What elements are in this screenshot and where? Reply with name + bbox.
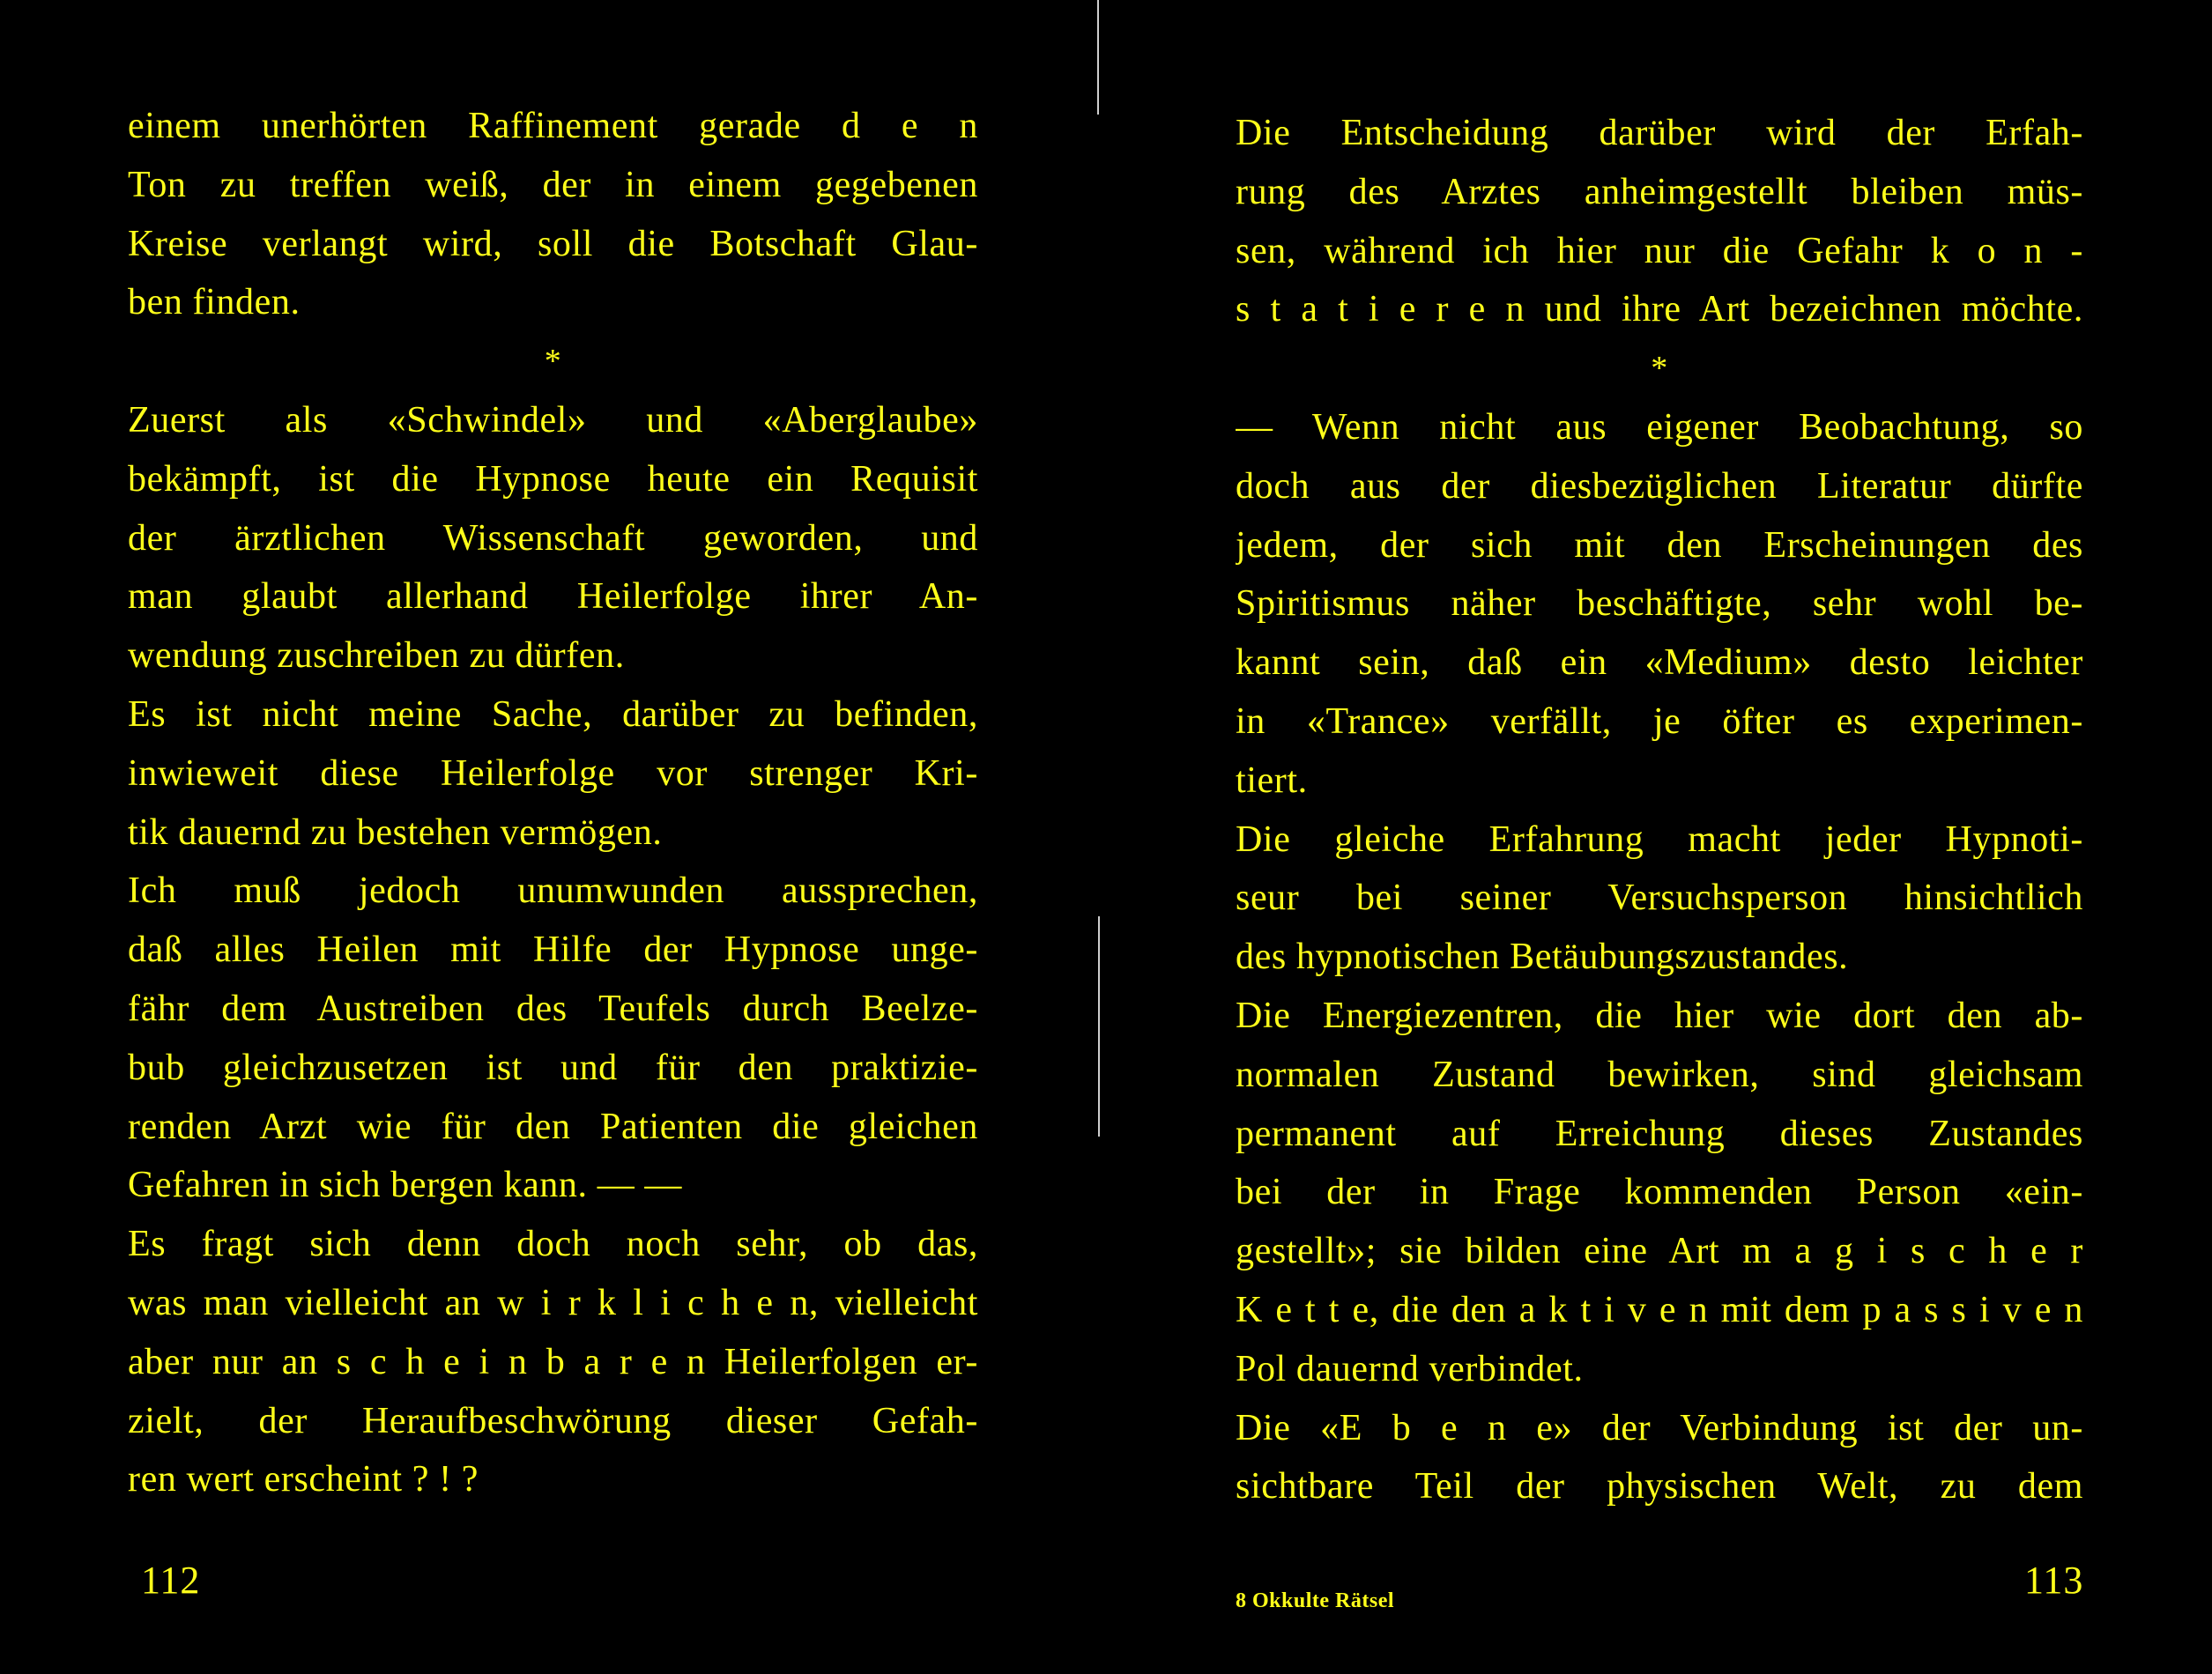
text-line: daß alles Heilen mit Hilfe der Hypnose unge- xyxy=(128,930,978,971)
section-separator-asterisk: * xyxy=(544,343,562,381)
text-line: doch aus der diesbezüglichen Literatur dürfte xyxy=(1236,465,2083,507)
text-line: Ich muß jedoch unumwunden aussprechen, xyxy=(128,870,978,912)
text-line: Zuerst als «Schwindel» und «Aberglaube» xyxy=(128,399,978,441)
text-line: bekämpft, ist die Hypnose heute ein Requisit xyxy=(128,458,978,500)
text-line: ren wert erscheint ? ! ? xyxy=(128,1459,479,1500)
text-line: gestellt»; sie bilden eine Art m a g i s c h e r xyxy=(1236,1231,2083,1272)
text-line: s t a t i e r e n und ihre Art bezeichnen möchte. xyxy=(1236,289,2083,330)
text-line: tik dauernd zu bestehen vermögen. xyxy=(128,811,663,853)
text-line: in «Trance» verfällt, je öfter es experimen- xyxy=(1236,700,2083,742)
left-page-body-text xyxy=(128,97,978,1509)
text-line: einem unerhörten Raffinement gerade d e n xyxy=(128,106,978,146)
section-separator-asterisk: * xyxy=(1651,350,1668,388)
text-line: normalen Zustand bewirken, sind gleichsam xyxy=(1236,1054,2083,1095)
text-line: tiert. xyxy=(1236,759,1308,801)
text-line: K e t t e, die den a k t i v e n mit dem p a s s i v e n xyxy=(1236,1289,2083,1330)
gutter-line-top xyxy=(1097,0,1099,115)
right-page xyxy=(1102,0,2212,1674)
text-line: Die Entscheidung darüber wird der Erfah- xyxy=(1236,113,2083,153)
text-line: bub gleichzusetzen ist und für den praktizie- xyxy=(128,1047,978,1088)
text-line: fähr dem Austreiben des Teufels durch Beelze- xyxy=(128,988,978,1029)
text-line: ben finden. xyxy=(128,282,301,323)
text-line: permanent auf Erreichung dieses Zustandes xyxy=(1236,1113,2083,1154)
text-line: seur bei seiner Versuchsperson hinsichtlich xyxy=(1236,878,2083,919)
text-line: Die gleiche Erfahrung macht jeder Hypnoti- xyxy=(1236,818,2083,860)
text-line: jedem, der sich mit den Erscheinungen des xyxy=(1236,524,2083,566)
text-line: sen, während ich hier nur die Gefahr k o n - xyxy=(1236,230,2083,271)
text-line: renden Arzt wie für den Patienten die gleichen xyxy=(128,1106,978,1147)
text-line: inwieweit diese Heilerfolge vor strenger Kri- xyxy=(128,752,978,794)
text-line: der ärztlichen Wissenschaft geworden, und xyxy=(128,517,978,559)
text-line: wendung zuschreiben zu dürfen. xyxy=(128,635,625,677)
text-line: Spiritismus näher beschäftigte, sehr wohl be- xyxy=(1236,583,2083,625)
printer-signature-mark: 8 Okkulte Rätsel xyxy=(1236,1589,1395,1612)
text-line: zielt, der Heraufbeschwörung dieser Gefah- xyxy=(128,1400,978,1441)
text-line: Es fragt sich denn doch noch sehr, ob das, xyxy=(128,1224,978,1265)
text-line: — Wenn nicht aus eigener Beobachtung, so xyxy=(1236,406,2083,448)
text-line: Es ist nicht meine Sache, darüber zu befinden, xyxy=(128,693,978,735)
text-line: sichtbare Teil der physischen Welt, zu dem xyxy=(1236,1466,2083,1507)
text-line: rung des Arztes anheimgestellt bleiben müs- xyxy=(1236,171,2083,212)
text-line: Kreise verlangt wird, soll die Botschaft Glau- xyxy=(128,223,978,264)
right-page-body-text xyxy=(1236,104,2083,1516)
left-page-number: 112 xyxy=(141,1559,201,1602)
right-page-number: 113 xyxy=(2024,1559,2084,1602)
text-line: Ton zu treffen weiß, der in einem gegebenen xyxy=(128,164,978,205)
text-line: bei der in Frage kommenden Person «ein- xyxy=(1236,1172,2083,1213)
text-line: Gefahren in sich bergen kann. — — xyxy=(128,1165,683,1206)
text-line: aber nur an s c h e i n b a r e n Heilerfolgen er- xyxy=(128,1341,978,1382)
text-line: kannt sein, daß ein «Medium» desto leichter xyxy=(1236,642,2083,684)
text-line: Pol dauernd verbindet. xyxy=(1236,1348,1584,1389)
text-line: was man vielleicht an w i r k l i c h e n, vielleicht xyxy=(128,1282,978,1323)
text-line: des hypnotischen Betäubungszustandes. xyxy=(1236,937,1849,978)
left-page xyxy=(0,0,1102,1674)
text-line: Die Energiezentren, die hier wie dort den ab- xyxy=(1236,995,2083,1036)
gutter-line-middle xyxy=(1098,916,1100,1137)
text-line: Die «E b e n e» der Verbindung ist der un- xyxy=(1236,1407,2083,1448)
text-line: man glaubt allerhand Heilerfolge ihrer An- xyxy=(128,576,978,618)
